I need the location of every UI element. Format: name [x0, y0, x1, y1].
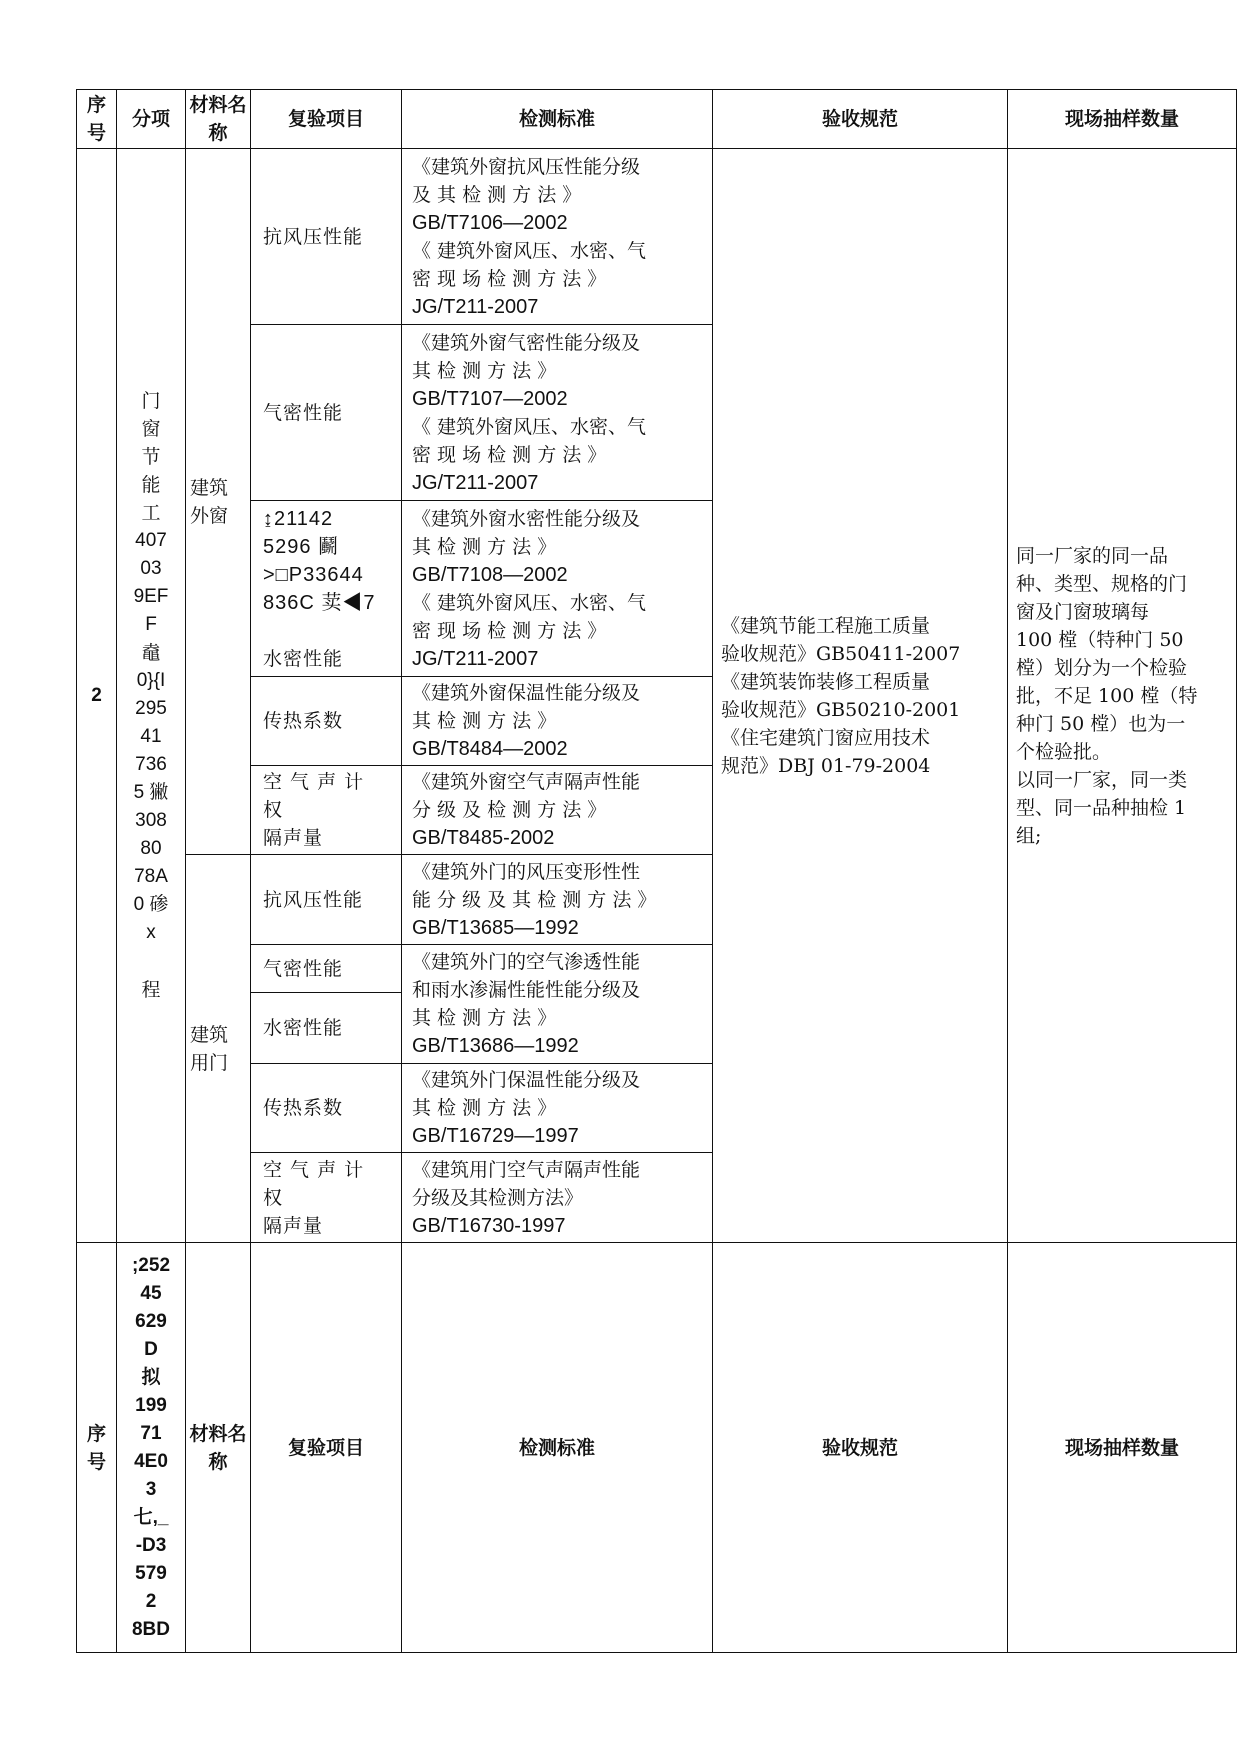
item-window-air-tightness: 气密性能 — [251, 325, 402, 501]
repeat-header-acceptance: 验收规范 — [713, 1243, 1008, 1653]
table-row — [77, 149, 1237, 325]
std-window-heat-transfer: 《建筑外窗保温性能分级及 其 检 测 方 法 》 GB/T8484—2002 — [402, 677, 713, 766]
std-door-sound-insulation: 《建筑用门空气声隔声性能 分级及其检测方法》 GB/T16730-1997 — [402, 1153, 713, 1243]
header-seq: 序号 — [77, 90, 117, 149]
repeat-header-standard: 检测标准 — [402, 1243, 713, 1653]
std-window-air-tightness: 《建筑外窗气密性能分级及 其 检 测 方 法 》 GB/T7107—2002 《 建筑外窗风压、水密、气 密 现 场 检 测 方 法 》 JG/T211-2007 — [402, 325, 713, 501]
repeat-header-row — [77, 1243, 1237, 1653]
header-test-item: 复验项目 — [251, 90, 402, 149]
header-acceptance: 验收规范 — [713, 90, 1008, 149]
header-material: 材料名称 — [186, 90, 251, 149]
repeat-header-category: ;252 45 629 D 拟 199 71 4E0 3 七,_ -D3 579 2 8BD — [117, 1243, 186, 1653]
item-window-water-tightness: ↨21142 5296 鬬 >□P33644 836C 荬◀7 水密性能 — [251, 501, 402, 677]
item-window-sound-insulation: 空 气 声 计 权 隔声量 — [251, 766, 402, 855]
item-window-wind-pressure: 抗风压性能 — [251, 149, 402, 325]
item-door-wind-pressure: 抗风压性能 — [251, 855, 402, 945]
item-door-water-tightness: 水密性能 — [251, 993, 402, 1064]
material-door: 建筑用门 — [186, 855, 251, 1243]
header-category: 分项 — [117, 90, 186, 149]
row-seq: 2 — [77, 149, 117, 1243]
acceptance-specs: 《建筑节能工程施工质量 验收规范》GB50411-2007 《建筑装饰装修工程质量 验收规范》GB50210-2001 《住宅建筑门窗应用技术 规范》DBJ 01-79-2004 — [713, 149, 1008, 1243]
item-door-sound-insulation: 空 气 声 计 权 隔声量 — [251, 1153, 402, 1243]
material-window: 建筑外窗 — [186, 149, 251, 855]
repeat-header-material: 材料名称 — [186, 1243, 251, 1653]
item-door-heat-transfer: 传热系数 — [251, 1064, 402, 1153]
std-window-sound-insulation: 《建筑外窗空气声隔声性能 分 级 及 检 测 方 法 》 GB/T8485-2002 — [402, 766, 713, 855]
repeat-header-test-item: 复验项目 — [251, 1243, 402, 1653]
std-window-wind-pressure: 《建筑外窗抗风压性能分级 及 其 检 测 方 法 》 GB/T7106—2002 《 建筑外窗风压、水密、气 密 现 场 检 测 方 法 》 JG/T211-2007 — [402, 149, 713, 325]
table-header-row — [77, 90, 1237, 149]
item-door-air-tightness: 气密性能 — [251, 945, 402, 993]
sampling-quantity: 同一厂家的同一品 种、类型、规格的门 窗及门窗玻璃每 100 樘（特种门 50 樘）划分为一个检验 批，不足 100 樘（特 种门 50 樘）也为一 个检验批。 以同一厂家，同一类 型、同一品种抽检 1 组; — [1008, 149, 1237, 1243]
std-door-wind-pressure: 《建筑外门的风压变形性性 能 分 级 及 其 检 测 方 法 》 GB/T13685—1992 — [402, 855, 713, 945]
repeat-header-sampling: 现场抽样数量 — [1008, 1243, 1237, 1653]
item-window-heat-transfer: 传热系数 — [251, 677, 402, 766]
std-door-heat-transfer: 《建筑外门保温性能分级及 其 检 测 方 法 》 GB/T16729—1997 — [402, 1064, 713, 1153]
header-standard: 检测标准 — [402, 90, 713, 149]
material-retest-table — [76, 89, 1237, 1653]
row-category: 门 窗 节 能 工 407 03 9EF F 鼀 0}{I 295 41 736 5 獙 308 80 78A 0 碜 x 程 — [117, 149, 186, 1243]
repeat-header-seq: 序号 — [77, 1243, 117, 1653]
header-sampling: 现场抽样数量 — [1008, 90, 1237, 149]
std-door-air-water: 《建筑外门的空气渗透性能 和雨水渗漏性能性能分级及 其 检 测 方 法 》 GB/T13686—1992 — [402, 945, 713, 1064]
spec-table-wrapper — [76, 89, 1237, 1653]
std-window-water-tightness: 《建筑外窗水密性能分级及 其 检 测 方 法 》 GB/T7108—2002 《 建筑外窗风压、水密、气 密 现 场 检 测 方 法 》 JG/T211-2007 — [402, 501, 713, 677]
